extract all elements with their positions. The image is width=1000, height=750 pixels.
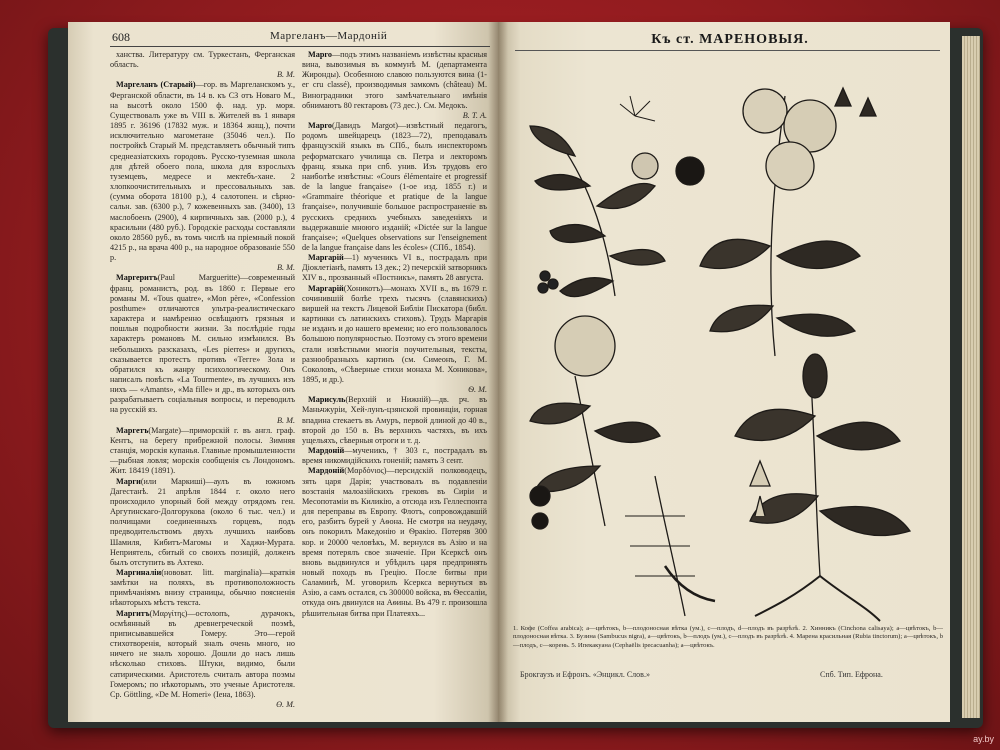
article-entry xyxy=(302,466,487,618)
entry-signature: В. М. xyxy=(277,70,295,80)
entry-headword: Марго xyxy=(308,121,332,131)
watermark: ay.by xyxy=(973,734,994,744)
entry-text: (нововат. litt. marginalia)—краткія замѣтки на поляхъ, въ противоположность примѣчаніямъ внизу страницы, обычно поясненія нѣкоторыхъ мѣстъ текста. xyxy=(110,567,295,608)
entry-headword: Марисуль xyxy=(308,395,346,405)
page-number: 608 xyxy=(112,30,130,44)
entry-headword: Мардоній xyxy=(308,446,345,456)
article-entry xyxy=(110,568,295,609)
entry-text: (Давидъ Margot)—извѣстный педагогъ, родомъ швейцарецъ (1823—72), преподавалъ французскій языкъ въ СПб., былъ инспекторомъ реформатскаго училища св. Петра и лекторомъ франц. языка при спб. унив. Изъ трудовъ его наиболѣе извѣстны: «Cours élémentaire et progressif de la langue française» (1-ое изд. 1855 г.) и «Grammaire théorique et pratique de la langue française», получившіе большое распространеніе въ русскихъ среднихъ учебныхъ заведеніяхъ и выдержавшіе мноюго изданій; «Dictée sur la langue française»; «Quelques observations sur l'enseignement de la langue française dans les écoles» (СПб., 1854). xyxy=(302,121,487,252)
entry-text: (Μαρδόνιος)—персидскій полководецъ, зять царя Дарія; участвовалъ въ подавленіи возстанія малоазійскихъ грековъ въ Сиріи и Месопотаміи въ Киликію, а отсюда изъ Геллеспонта для переправы въ Европу. Флотъ, сопровождавшій его, разбитъ бурей у Аѳона. Не смотря на неудачу, онъ покорилъ Македонію и Ѳракію. Потеряв 300 кор. и 20000 человѣкъ, М. вернулся въ Азію и на время потерялъ свое значеніе. При Ксерксѣ онъ вновь выдвинулся и убѣдилъ царя предпринять новый походъ въ Грецію. После битвы при Саламинѣ, М. уговорилъ Ксеркса вернуться въ Азію, а самъ остался, съ 300000 войска, въ Ѳессаліи, откуда онъ двинулся на Аѳины. Въ 479 г. произошла рѣшительная битва при Платеяхъ... xyxy=(302,466,487,618)
entry-headword: Маргитъ xyxy=(116,608,150,618)
article-entry xyxy=(302,50,487,121)
entry-signature: В. М. xyxy=(277,263,295,273)
article-entry xyxy=(110,80,295,273)
entry-headword: Марги xyxy=(116,476,141,486)
entry-text: —подъ этимъ названіемъ извѣстны красныя вина, вывозимыя въ коммунѣ М. (департамента Жиронды). Особенною славою пользуются вина (1-ег cru classé), производимыя замкомъ (château) М. Виноградники этого замѣчательнаго имѣнія обнимаютъ 80 гектаровъ (73 дес.). См. Медокъ. xyxy=(302,50,487,110)
article-entry xyxy=(110,477,295,568)
plate-rule xyxy=(515,50,940,51)
article-entry xyxy=(302,284,487,396)
entry-text: —1) мученикъ VI в., пострадалъ при Діоклетіанѣ, память 13 дек.; 2) печерскій затворникъ XIV в., прозванный «Постникъ», память 28 августа. xyxy=(302,253,487,283)
plate-caption: 1. Кофе (Coffea arabica); а—цвѣтокъ, b—плодоносная вѣтка (ум.), с—плодъ, d—плодъ въ разрѣзѣ. 2. Хинникъ (Cinchona calisaya); а—цвѣтокъ, b—плодоносная вѣтка. 3. Бузина (Sambucus nigra), а—цвѣтокъ, b—плодъ (ум.), с—плодъ въ разрѣзѣ. 4. Марена красильная (Rubia tinctorum); а—цвѣтокъ, b—плодъ, с—корень. 5. Ипекакуана (Cephaëlis ipecacuanha); а—цвѣтокъ. xyxy=(513,625,943,649)
article-entry xyxy=(110,273,295,425)
entry-headword: Маргетъ xyxy=(116,425,149,435)
entry-text: —мученикъ, † 303 г., пострадалъ въ время никомидійскихъ гоненій; память 3 сент. xyxy=(302,446,487,466)
printer-footer: Спб. Тип. Ефрона. xyxy=(820,670,883,679)
entry-text: (Верхній и Нижній)—дв. рч. въ Маньчжуріи, Хей-лунъ-цзянской провинціи, горная впадина стекаетъ въ Амуръ, первой длиной до 40 в., второй до 150 в. Въ верхнихъ частяхъ, въ ихъ ущельяхъ, сѣверныя отроги и т. д. xyxy=(302,395,487,445)
entry-signature: В. Т. А. xyxy=(462,110,487,120)
page-edges xyxy=(962,36,980,718)
entry-text: (или Маркиші)—аулъ въ южномъ Дагестанѣ. 21 апрѣля 1844 г. около него происходило упорный бой между отрядомъ ген. Аргутинскаго-Долгорукова (около 6 тыс. чел.) и полчищами соединенныхъ горцевъ, подъ предводительствомъ двухъ лучшихъ наибовъ Шамиля, Кибитъ-Магомы и Хаджи-Мурата. Неприятель, сбитый со своихъ позицій, долженъ былъ отступить въ Ахтеко. xyxy=(110,476,295,567)
entry-headword: Маргарій xyxy=(308,283,344,293)
entry-headword: Мардоній xyxy=(308,466,345,476)
entry-headword: Марго xyxy=(308,50,332,59)
article-entry xyxy=(302,395,487,446)
running-head: Маргеланъ—Мардоній xyxy=(270,30,388,42)
article-entry xyxy=(110,50,295,80)
text-column-2 xyxy=(302,50,487,690)
entry-text: ханства. Литературу см. Туркестанъ, Ферганская область. xyxy=(110,50,295,70)
publisher-footer: Брокгаузъ и Ефронъ. «Энцикл. Слов.» xyxy=(520,670,650,679)
article-entry xyxy=(302,446,487,466)
entry-text: (Paul Margueritte)—современный франц. романистъ, род. въ 1860 г. Первые его романы М. «Tous quatre», «Mon père», «Confession posthume» отличаются ультра-реалистическаго характера и намѣренно освѣщаютъ грязныя и пошлыя подробности жизни. За послѣдніе годы характеръ романовъ М. сильно измѣнился. Въ небольшихъ разсказахъ, «Les pierres» и другихъ, сказывается протестъ противъ «Тегге» Зола и обратился къ жанру психологическому. Онъ написалъ повѣсть «La Tourmente», въ лучшихъ изъ нихъ — «Amants», «Ma fille» и др., въ которыхъ онъ разрабатываетъ соціальныя вопросы, и переводилъ на русскій яз. xyxy=(110,273,295,415)
entry-text: (Хоникотъ)—монахъ XVII в., въ 1679 г. сочинившій болѣе трехъ тысячъ (славянскихъ) виршей на текстъ Лицевой Библіи Пискатора (библ. картинки съ латинскихъ стиховъ). Трудъ Маргарія не изданъ и до нашего времени; но его пользовалось большою популярностью. Поэтому съ этого времени стали извѣстными многія поучительныя, тексты, разнообразныхъ картинъ (см. Симеонъ, Г. М. Соколовъ, «Сѣверные стихи монаха М. Хоникова», 1895, и др.). xyxy=(302,283,487,384)
entry-text: (Μαργίτης)—остолопъ, дурачокъ, осмѣянный въ древнегреческой поэмѣ, приписывавшейся Гомеру. Это—герой стихотворенія, который зналъ очень много, но ничего не зналъ хорошо. Дошли до насъ лишь нѣсколько стиховъ. Штуки, видимо, были сатирическими. Аристотель считалъ автора поэмы Гомеромъ; по нѣкоторымъ, это ученые Аристотеля. Ср. Göttling, «De M. Homeri» (Іена, 1863). xyxy=(110,608,295,699)
header-rule xyxy=(110,46,490,47)
entry-text: (Margate)—приморскій г. въ англ. граф. Кентъ, на берегу прибрежной полосы. Зимняя станція, морскія купанья. Главные промышленности—рыбная ловля; морскія сообщенія съ Лондономъ. Жит. 18419 (1891). xyxy=(110,425,295,476)
entry-signature: Ѳ. М. xyxy=(468,385,487,395)
entry-headword: Маргиналіи xyxy=(116,567,162,577)
article-entry xyxy=(110,609,295,711)
text-column-1 xyxy=(110,50,295,709)
botanical-plate-illustration xyxy=(515,56,940,626)
entry-signature: Ө. М. xyxy=(276,700,295,709)
plate-title: Къ ст. МАРЕНОВЫЯ. xyxy=(651,32,809,47)
article-entry xyxy=(302,253,487,283)
entry-text: —гор. въ Маргеланскомъ у., Ферганской области, въ 14 в. къ СЗ отъ Новаго М., на высотѣ около 1500 ф. над. ур. моря. Существовалъ уже въ VIII в. Жителей въ 1 января 1895 г. 36196 (17832 муж. и 18364 жнщ.), почти исключительно магометане (35046 чел.). По постройкѣ Старый М. представляетъ обычный типъ среднеазіатскихъ городовъ. Русско-туземная школа для дѣтей обоего пола, школа для взрослыхъ туземцевъ, медресе и мектебъ-хане. 2 хлопкоочистительныхъ и прессовальныхъ зав. (сумма оборота 18100 р.), 4 салотопен. и сѣрносальн. зав. (6300 р.), 7 кожевенныхъ зав. (3400), 13 маслобоенъ (2900), 4 кирпичныхъ зав. (2000 р.), 4 красильни (480 руб.). Городскіе расходы составляли около 28560 руб., въ томъ числѣ на пріемный покой 4215 р., на врача 400 р., на народное образованіе 550 р. xyxy=(110,80,295,263)
entry-signature: В. М. xyxy=(277,415,295,425)
entry-headword: Маргарій xyxy=(308,253,344,263)
article-entry xyxy=(302,121,487,253)
article-entry xyxy=(110,426,295,477)
entry-headword: Маргеритъ xyxy=(116,273,158,283)
book-gutter xyxy=(488,22,508,722)
entry-headword: Маргеланъ (Старый) xyxy=(116,80,196,90)
